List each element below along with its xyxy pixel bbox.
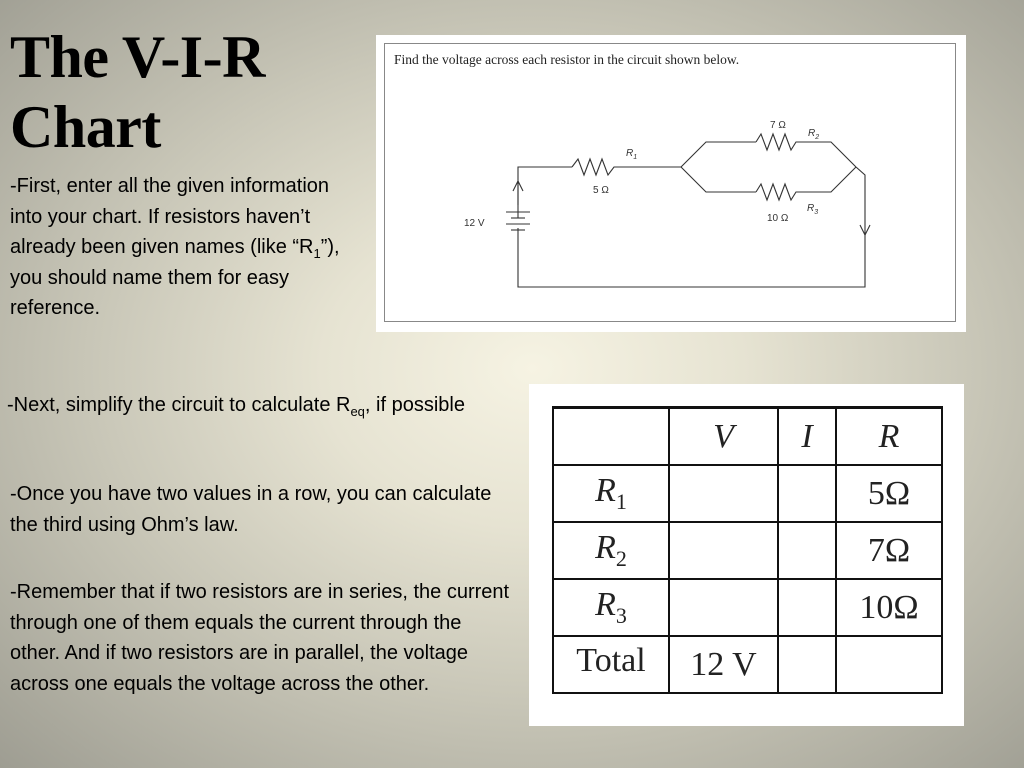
vir-chart-table <box>552 406 943 694</box>
table-row <box>553 465 942 522</box>
resistor-r3 <box>756 167 856 200</box>
r1-name-label: $R_1$ <box>626 148 638 161</box>
instruction-series-parallel: -Remember that if two resistors are in series, the current through one of them equals the current through the other. And if two resistors are in parallel, the voltage across one equals the voltage across the other. <box>10 581 510 695</box>
r3-value-label: 10 Ω <box>767 213 789 224</box>
r3-name-label: $R_3$ <box>807 203 819 216</box>
instruction-next: -Next, simplify the circuit to calculate $R_{eq}$, if possible <box>7 394 465 419</box>
resistor-r1 <box>572 159 681 175</box>
slide-title <box>10 22 265 162</box>
r2-name-label: $R_2$ <box>808 128 820 141</box>
wire-right <box>518 167 865 287</box>
r2-value-label: 7 Ω <box>770 120 786 131</box>
r1-value-label: 5 Ω <box>593 185 609 196</box>
instruction-first: -First, enter all the given information into your chart. If resistors haven’t already been given names (like “$R_1$”), you should name them for easy reference. <box>10 175 340 319</box>
circuit-diagram-panel <box>376 35 966 332</box>
cell-r-r1[interactable]: 5Ω <box>836 465 942 522</box>
cell-v-total[interactable]: 12 V <box>669 636 778 693</box>
header-current: I <box>778 408 836 466</box>
cell-v-r3[interactable] <box>669 579 778 636</box>
current-arrow-up <box>513 181 523 205</box>
title-line-2: Chart <box>10 94 161 160</box>
vir-chart-panel <box>529 384 964 726</box>
parallel-branch-bottom <box>681 167 756 192</box>
cell-i-r2[interactable] <box>778 522 836 579</box>
header-blank <box>553 408 669 466</box>
battery-label: 12 V <box>464 218 485 229</box>
wire-left <box>518 167 572 218</box>
title-line-1: The V-I-R <box>10 24 265 90</box>
row-label-r1: $R_1$ <box>553 465 669 522</box>
row-label-r3: $R_3$ <box>553 579 669 636</box>
header-voltage: V <box>669 408 778 466</box>
circuit-schematic <box>376 35 966 332</box>
circuit-prompt: Find the voltage across each resistor in the circuit shown below. <box>394 52 740 67</box>
instruction-ohms-law: -Once you have two values in a row, you can calculate the third using Ohm’s law. <box>10 483 492 536</box>
table-row <box>553 579 942 636</box>
cell-v-r2[interactable] <box>669 522 778 579</box>
header-resistance: R <box>836 408 942 466</box>
cell-r-total[interactable] <box>836 636 942 693</box>
cell-v-r1[interactable] <box>669 465 778 522</box>
cell-r-r3[interactable]: 10Ω <box>836 579 942 636</box>
row-label-r2: $R_2$ <box>553 522 669 579</box>
table-header-row <box>553 408 942 466</box>
resistor-r2 <box>756 134 856 167</box>
cell-i-total[interactable] <box>778 636 836 693</box>
cell-i-r3[interactable] <box>778 579 836 636</box>
parallel-branch-top <box>681 142 756 167</box>
table-row <box>553 522 942 579</box>
row-label-total: Total <box>553 636 669 693</box>
cell-r-r2[interactable]: 7Ω <box>836 522 942 579</box>
cell-i-r1[interactable] <box>778 465 836 522</box>
table-row <box>553 636 942 693</box>
